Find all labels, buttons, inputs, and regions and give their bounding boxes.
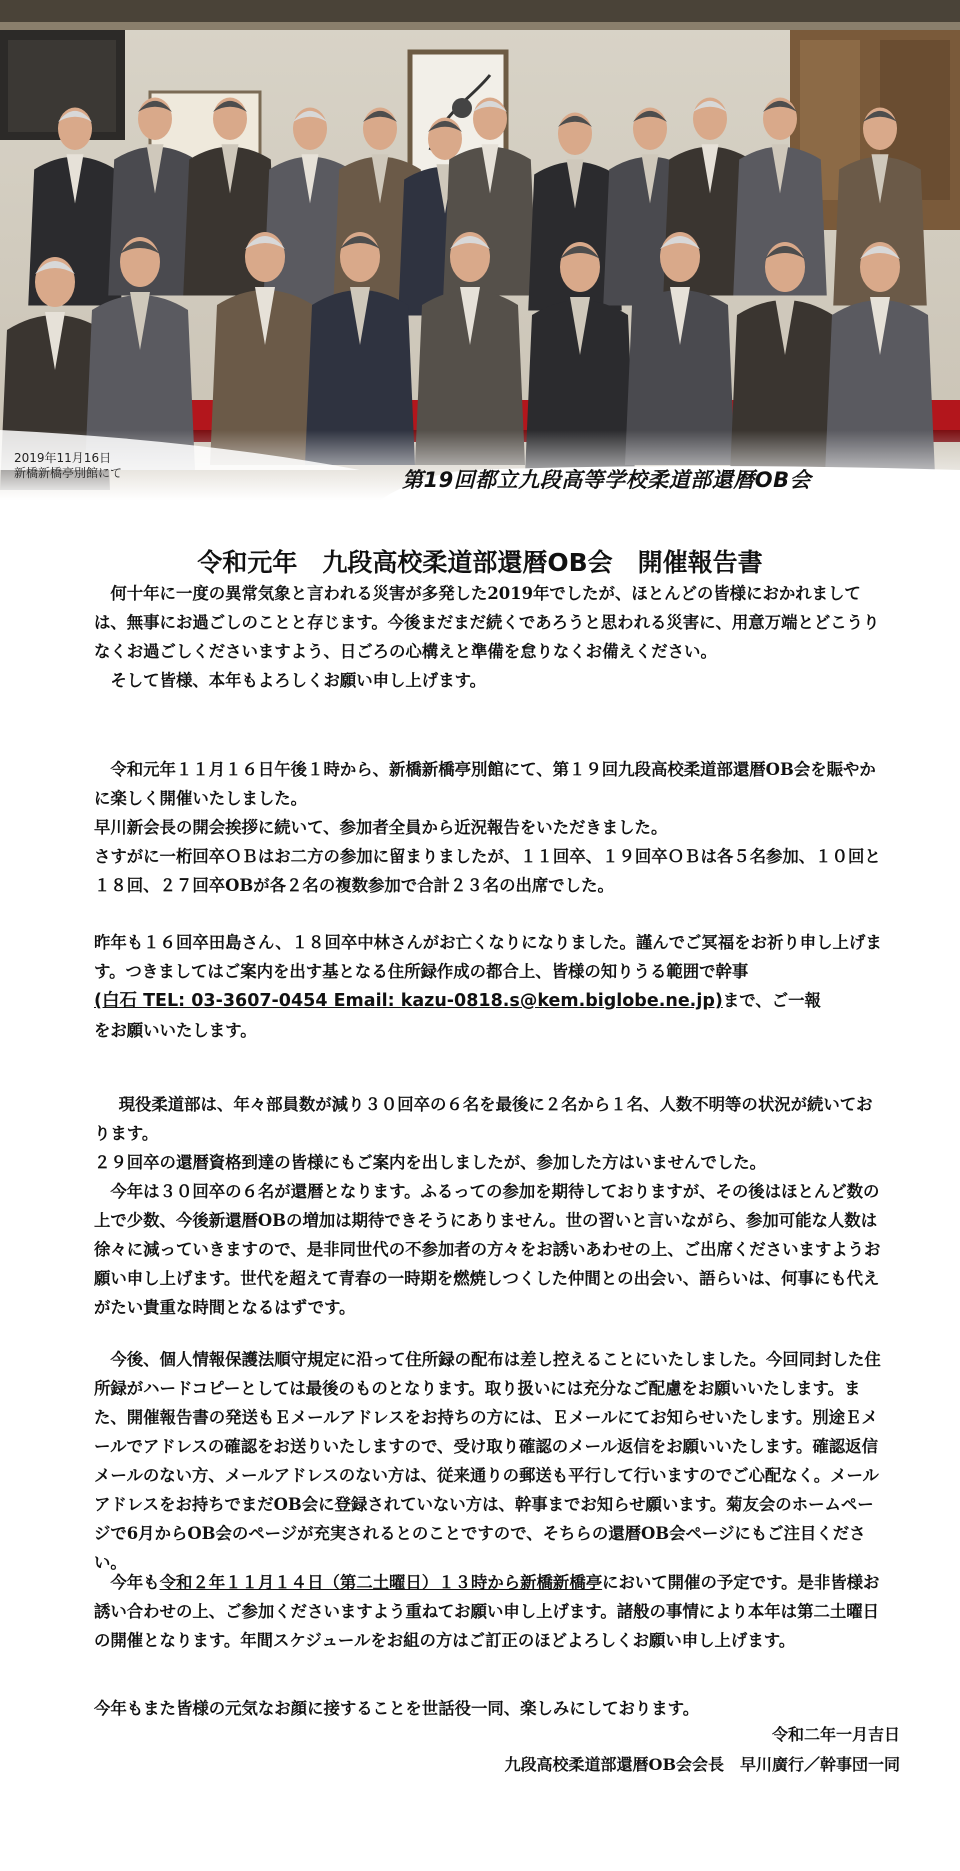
closing-paragraph bbox=[94, 1694, 886, 1723]
attendance-text: さすがに一桁回卒ＯＢはお二方の参加に留まりましたが、１１回卒、１９回卒ＯＢは各５名参加、１０回と１８回、２７回卒OBが各２名の複数参加で合計２３名の出席でした。 bbox=[94, 847, 881, 895]
report-document bbox=[0, 500, 960, 1871]
photo-event-caption: 第19回都立九段高等学校柔道部還暦OB会 bbox=[402, 468, 812, 492]
contact-request-text: をお願いいたします。 bbox=[94, 1021, 257, 1040]
greeting-paragraph bbox=[94, 579, 886, 695]
privacy-text: 今後、個人情報保護法順守規定に沿って住所録の配布は差し控えることにいたしました。今回同封した住所録がハードコピーとしては最後のものとなります。取り扱いには充分なご配慮をお願いいたします。また、開催報告書の発送もＥメールアドレスをお持ちの方には、Ｅメールにてお知らせいたします。別途Ｅメールでアドレスの確認をお送りいたしますので、受け取り確認のメール返信をお願いいたします。確認返信メールのない方、メールアドレスのない方は、従来通りの郵送も平行して行いますのでご心配なく。メールアドレスをお持ちでまだOB会に登録されていない方は、幹事までお知らせ願います。菊友会のホームページで6月からOB会のページが充実されるとのことですので、そちらの還暦OB会ページにもご注目ください。 bbox=[94, 1350, 881, 1572]
greeting-text: 何十年に一度の異常気象と言われる災害が多発した2019年でしたが、ほとんどの皆様におかれましては、無事にお過ごしのことと存じます。今後まだまだ続くであろうと思われる災害に、用意万端とどこうりなくお過ごしくださいますよう、日ごろの心構えと準備を怠りなくお備えください。 bbox=[94, 584, 880, 661]
next-meeting-head: 今年も bbox=[110, 1573, 160, 1592]
page-title: 令和元年 九段高校柔道部還暦OB会 開催報告書 bbox=[197, 548, 763, 577]
greeting-closing: そして皆様、本年もよろしくお願い申し上げます。 bbox=[110, 671, 487, 690]
class29-text: ２９回卒の還暦資格到達の皆様にもご案内を出しましたが、参加した方はいませんでした。 bbox=[94, 1153, 767, 1172]
club-status-text: 現役柔道部は、年々部員数が減り３０回卒の６名を最後に２名から１名、人数不明等の状況が続いております。 bbox=[94, 1095, 873, 1143]
next-meeting-date: 令和２年１１月１４日（第二土曜日）１３時から新橋新橋亭 bbox=[159, 1573, 603, 1592]
club-status-paragraph bbox=[94, 1090, 886, 1322]
next-meeting-text: において開催の予定です。是非皆様お誘い合わせの上、ご参加くださいますよう重ねてお願い申し上げます。諸般の事情により本年は第二土曜日の開催となります。年間スケジュールをお組の方はご訂正のほどよろしくお願い申し上げます。 bbox=[94, 1573, 880, 1650]
signature: 九段高校柔道部還暦OB会会長 早川廣行／幹事団一同 bbox=[504, 1755, 900, 1774]
opening-greeting-text: 早川新会長の開会挨拶に続いて、参加者全員から近況報告をいただきました。 bbox=[94, 818, 668, 837]
obituary-paragraph bbox=[94, 928, 886, 1045]
photo-date-caption: 2019年11月16日 新橋新橋亭別館にて bbox=[14, 451, 123, 480]
class30-text: 今年は３０回卒の６名が還暦となります。ふるっての参加を期待しておりますが、その後はほとんど数の上で少数、今後新還暦OBの増加は期待できそうにありません。世の習いと言いながら、参加可能な人数は徐々に減っていきますので、是非同世代の不参加者の方々をお誘いあわせの上、ご出席くださいますようお願い申し上げます。世代を超えて青春の一時期を燃焼しつくした仲間との出会い、語らいは、何事にも代えがたい貴重な時間となるはずです。 bbox=[94, 1182, 881, 1317]
report-date: 令和二年一月吉日 bbox=[771, 1725, 900, 1744]
next-meeting-paragraph bbox=[94, 1568, 886, 1655]
event-report-paragraph bbox=[94, 755, 886, 900]
privacy-paragraph bbox=[94, 1345, 886, 1577]
contact-tail-text: まで、ご一報 bbox=[722, 991, 821, 1010]
event-report-text: 令和元年１１月１６日午後１時から、新橋新橋亭別館にて、第１９回九段高校柔道部還暦OB会を賑やかに楽しく開催いたしました。 bbox=[94, 760, 876, 808]
obituary-text: 昨年も１６回卒田島さん、１８回卒中林さんがお亡くなりになりました。謹んでご冥福をお祈り申し上げます。つきましてはご案内を出す基となる住所録作成の都合上、皆様の知りうる範囲で幹事 bbox=[94, 933, 882, 981]
group-photo bbox=[0, 0, 960, 500]
closing-text: 今年もまた皆様の元気なお顔に接することを世話役一同、楽しみにしております。 bbox=[94, 1699, 700, 1718]
secretary-contact-link[interactable]: (白石 TEL: 03-3607-0454 Email: kazu-0818.s@kem.biglobe.ne.jp) bbox=[94, 991, 723, 1011]
